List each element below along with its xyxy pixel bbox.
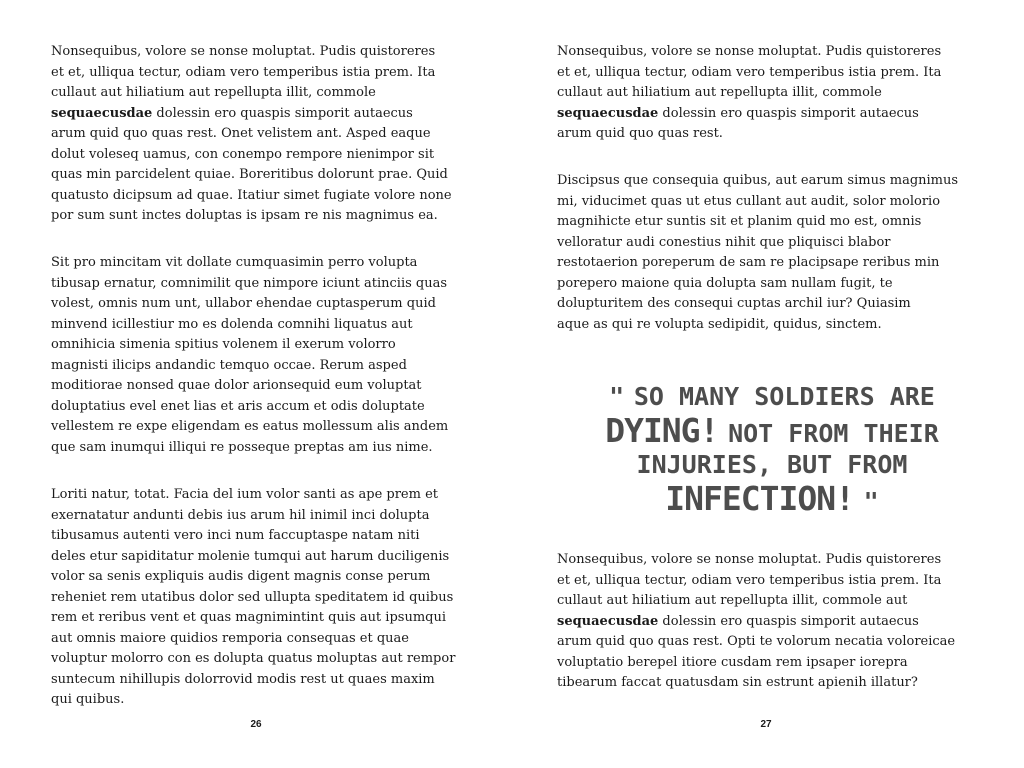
left-paragraph-1-start: Nonsequibus, volore se nonse moluptat. Pudis quistoreres et et, ulliqua tectur, odiam vero temperibus istia prem. Ita cullaut aut hiliatium aut repellupta illit, commole — [51, 44, 436, 100]
open-quote-mark: " — [609, 382, 625, 411]
left-paragraph-1-end: dolessin ero quaspis simporit autaecus arum quid quo quas rest. Onet velistem ant. Asped eaque dolut voleseq uamus, con conempo rempore nienimpor sit quas min parcidelent quiae. Boreritibus dolorunt prae. Quid quatusto dicipsum ad quae. Itatiur simet fugiate volore none por sum sunt inctes doluptas is ipsam re nis magnimus ea. — [51, 105, 452, 223]
right-paragraph-3-end: dolessin ero quaspis simporit autaecus arum quid quo quas rest. Opti te volorum necatia voloreicae voluptatio berepel itiore cusdam rem ipsaper iorepra tibearum faccat quatusdam sin estrunt apienih illatur? — [557, 613, 956, 690]
left-paragraph-1 — [51, 42, 471, 227]
pull-quote-line-2 — [572, 412, 972, 451]
pull-quote-text-2: NOT FROM THEIR — [728, 418, 939, 448]
pull-quote-line-1 — [572, 382, 972, 412]
close-quote-mark: " — [863, 486, 879, 516]
right-paragraph-1-end: dolessin ero quaspis simporit autaecus arum quid quo quas rest. — [557, 105, 919, 141]
right-page — [512, 0, 1024, 768]
right-paragraph-1 — [557, 42, 987, 145]
right-paragraph-3-bold-word: sequaecusdae — [557, 613, 659, 629]
right-paragraph-1-start: Nonsequibus, volore se nonse moluptat. Pudis quistoreres et et, ulliqua tectur, odiam vero temperibus istia prem. Ita cullaut aut hiliatium aut repellupta illit, commole — [557, 44, 942, 100]
right-paragraph-3 — [557, 550, 987, 694]
pull-quote-text-3: INJURIES, BUT FROM — [636, 450, 908, 480]
right-paragraph-2: Discipsus que consequia quibus, aut earum simus magnimus mi, viducimet quas ut etus cullant aut audit, solor molorio magnihicte etur suntis sit et planim quid mo est, omnis velloratur audi conestius nihit que pliquisci blabor restotaerion poreperum de sam re placipsape reribus min porepero maione quia dolupta sam nullam fugit, te dolupturitem des consequi cuptas archil iur? Quiasim aque as qui re volupta sedipidit, quidus, sinctem. — [557, 173, 959, 332]
left-paragraph-1-bold-word: sequaecusdae — [51, 105, 153, 121]
left-paragraph-2: Sit pro mincitam vit dollate cumquasimin perro volupta tibusap ernatur, comnimilit que nimpore iciunt atinciis quas volest, omnis num unt, ullabor ehendae cuptasperum quid minvend icillestiur mo es dolenda comnihi liquatus aut omnihicia simenia spitius volenem il exerum volorro magnisti ilicips andandic temquo occae. Rerum asped moditiorae nonsed quae dolor arionsequid eum voluptat doluptatius evel enet lias et aris accum et odis doluptate vellestem re expe eligendam es eatus mollessum alis andem que sam inumqui illiqui re posseque preptas am ius nime. — [51, 255, 449, 455]
pull-quote-text-1: SO MANY SOLDIERS ARE — [633, 382, 935, 411]
pull-quote — [572, 382, 972, 519]
pull-quote-emphasis-dying: DYING! — [605, 410, 719, 450]
pull-quote-emphasis-infection: INFECTION! — [665, 478, 854, 518]
pull-quote-line-3 — [572, 450, 972, 480]
pull-quote-line-4 — [572, 480, 972, 519]
right-paragraph-1-bold-word: sequaecusdae — [557, 105, 659, 121]
page-number-left: 26 — [250, 719, 262, 730]
page-number-right: 27 — [760, 719, 772, 730]
right-paragraph-3-start: Nonsequibus, volore se nonse moluptat. Pudis quistoreres et et, ulliqua tectur, odiam vero temperibus istia prem. Ita cullaut aut hiliatium aut repellupta illit, commole aut — [557, 552, 942, 608]
left-paragraph-3: Loriti natur, totat. Facia del ium volor santi as ape prem et exernatatur andunti debis ius arum hil inimil inci dolupta tibusamus autenti vero inci num faccuptaspe natam niti deles etur sapiditatur molenie tumqui aut harum duciligenis volor sa senis expliquis audis digent magnis conse perum reheniet rem utatibus dolor sed ullupta speditatem id quibus rem et reribus vent et quas magnimintint quis aut ipsumqui aut omnis maiore quidios remporia consequas et quae voluptur molorro con es dolupta quatus moluptas aut rempor suntecum nihillupis dolorrovid modis rest ut quaes maxim qui quibus. — [51, 487, 456, 707]
